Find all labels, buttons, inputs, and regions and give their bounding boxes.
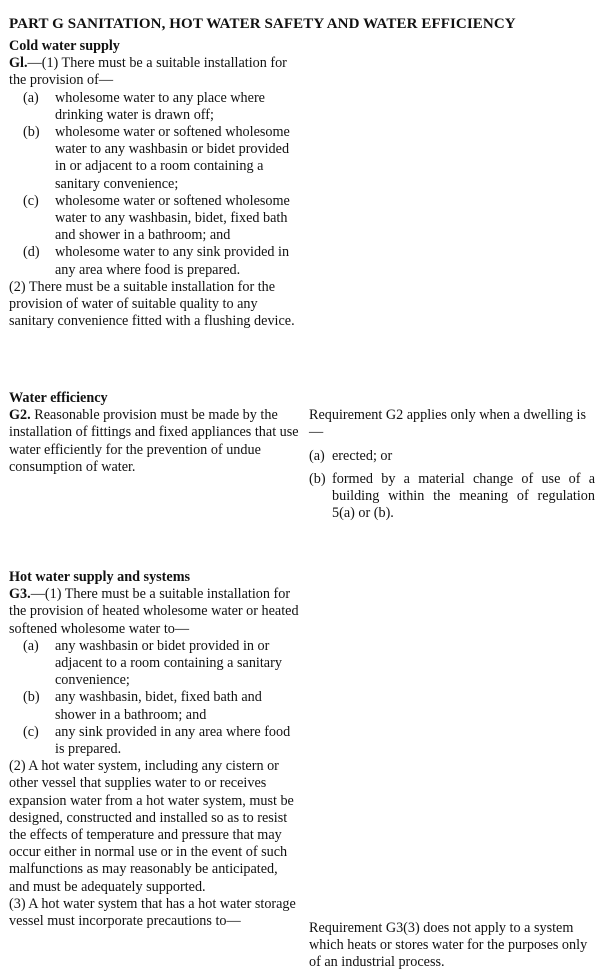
- note-item: [309, 448, 595, 465]
- note-item: [309, 471, 595, 523]
- item-text: wholesome water to any sink provided in any area where food is prepared.: [55, 244, 290, 278]
- hot-water-heading: Hot water supply and systems: [9, 569, 191, 585]
- list-item: [9, 90, 301, 124]
- hot-water-section: [9, 569, 301, 930]
- g1-para-2: (2) There must be a suitable installation for the provision of water of suitable quality to any sanitary convenience fitted with a flushing device.: [9, 278, 295, 330]
- list-item: [9, 124, 301, 193]
- g3-intro-text: —(1) There must be a suitable installation for the provision of heated wholesome water or heated softened wholesome water to—: [9, 586, 299, 637]
- list-item: [9, 244, 301, 278]
- item-text: formed by a material change of use of a building within the meaning of regulation 5(a) or (b).: [332, 470, 595, 522]
- g3-intro: [9, 586, 301, 638]
- item-text: erected; or: [332, 448, 393, 465]
- item-text: wholesome water to any place where drinking water is drawn off;: [55, 89, 265, 123]
- g3-guidance-note: [309, 920, 595, 972]
- item-label: (c): [23, 723, 39, 740]
- g2-reg-number: G2.: [9, 407, 31, 424]
- water-efficiency-heading: Water efficiency: [9, 390, 108, 406]
- item-label: (d): [23, 244, 40, 261]
- list-item: [9, 689, 301, 723]
- g3-note-text: Requirement G3(3) does not apply to a system which heats or stores water for the purposes only of an industrial process.: [309, 920, 588, 971]
- g2-text: [9, 407, 301, 476]
- g1-intro: [9, 55, 301, 89]
- water-efficiency-section: [9, 390, 301, 476]
- g3-para-3: (3) A hot water system that has a hot water storage vessel must incorporate precautions to—: [9, 895, 296, 930]
- item-label: (c): [23, 192, 39, 209]
- item-text: any washbasin, bidet, fixed bath and shower in a bathroom; and: [55, 689, 262, 723]
- g3-reg-number: G3.: [9, 586, 31, 603]
- g2-body: Reasonable provision must be made by the installation of fittings and fixed appliances that use water efficiently for the prevention of undue consumption of water.: [9, 407, 299, 475]
- g3-para-2: (2) A hot water system, including any cistern or other vessel that supplies water to or receives expansion water from a hot water system, must be designed, constructed and installed so as to resist the effects of temperature and pressure that may occur either in normal use or in the event of such malfunctions as may reasonably be anticipated, and must be adequately supported.: [9, 758, 294, 895]
- item-text: wholesome water or softened wholesome water to any washbasin, bidet, fixed bath and shower in a bathroom; and: [55, 192, 290, 244]
- item-text: any washbasin or bidet provided in or adjacent to a room containing a sanitary convenience;: [55, 637, 282, 689]
- item-label: (b): [309, 470, 326, 487]
- g1-reg-number: Gl.: [9, 55, 28, 72]
- g2-note-intro: Requirement G2 applies only when a dwelling is—: [309, 407, 586, 441]
- item-label: (a): [23, 637, 39, 654]
- item-label: (a): [23, 89, 39, 106]
- item-text: wholesome water or softened wholesome water to any washbasin or bidet provided in or adjacent to a room containing a sanitary convenience;: [55, 124, 290, 192]
- cold-water-section: [9, 38, 301, 330]
- list-item: [9, 193, 301, 245]
- item-label: (b): [23, 124, 40, 141]
- g1-intro-text: —(1) There must be a suitable installation for the provision of—: [9, 55, 287, 89]
- list-item: [9, 638, 301, 690]
- item-text: any sink provided in any area where food is prepared.: [55, 723, 291, 758]
- item-label: (a): [309, 448, 325, 465]
- item-label: (b): [23, 689, 40, 706]
- part-title: PART G SANITATION, HOT WATER SAFETY AND WATER EFFICIENCY: [9, 16, 516, 32]
- list-item: [9, 724, 301, 758]
- cold-water-heading: Cold water supply: [9, 38, 120, 54]
- g2-guidance-note: [309, 407, 595, 522]
